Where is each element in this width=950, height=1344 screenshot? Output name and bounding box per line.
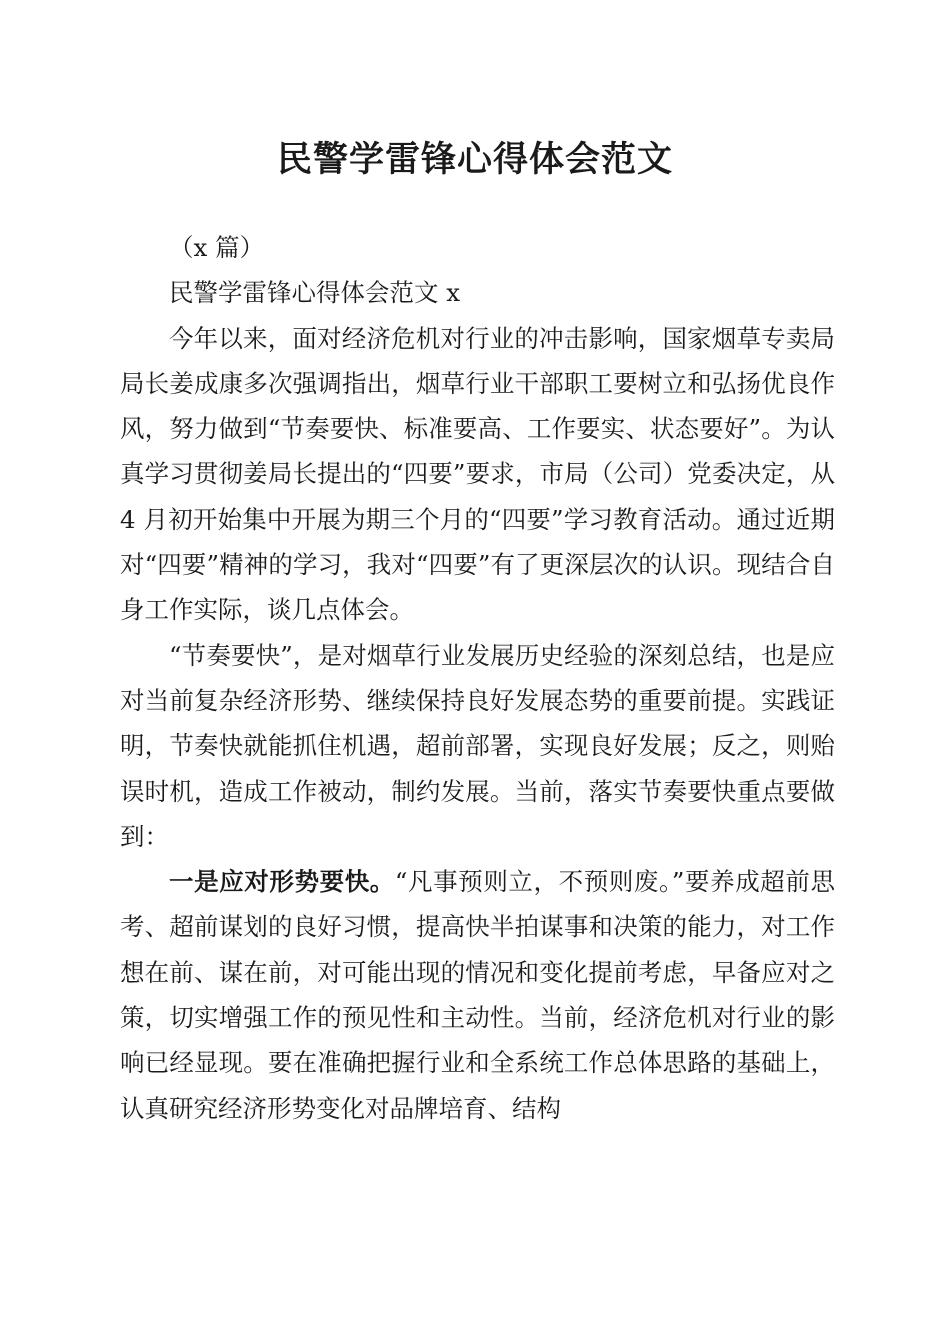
paragraph-intro: 今年以来，面对经济危机对行业的冲击影响，国家烟草专卖局局长姜成康多次强调指出，烟草行业干部职工要树立和弘扬优良作风，努力做到“节奏要快、标准要高、工作要实、状态要好”。为认真学习贯彻姜局长提出的“四要”要求，市局（公司）党委决定，从 4 月初开始集中开展为期三个月的“四要”学习教育活动。通过近期对“四要”精神的学习，我对“四要”有了更深层次的认识。现结合自身工作实际，谈几点体会。 [120, 323, 835, 625]
paragraph-point-one [120, 859, 835, 1131]
subtitle-line: 民警学雷锋心得体会范文 x [169, 278, 461, 308]
document-body [120, 225, 835, 1131]
piece-count-label: （x 篇） [169, 233, 265, 262]
point-one-heading: 一是应对形势要快。 [169, 867, 395, 897]
point-one-text: “凡事预则立，不预则废。”要养成超前思考、超前谋划的良好习惯，提高快半拍谋事和决策的能力，对工作想在前、谋在前，对可能出现的情况和变化提前考虑，早备应对之策，切实增强工作的预见性和主动性。当前，经济危机对行业的影响已经显现。要在准确把握行业和全系统工作总体思路的基础上，认真研究经济形势变化对品牌培育、结构 [120, 867, 835, 1123]
document-title: 民警学雷锋心得体会范文 [276, 139, 673, 180]
paragraph-rhythm: “节奏要快”，是对烟草行业发展历史经验的深刻总结，也是应对当前复杂经济形势、继续保持良好发展态势的重要前提。实践证明，节奏快就能抓住机遇，超前部署，实现良好发展；反之，则贻误时机，造成工作被动，制约发展。当前，落实节奏要快重点要做到： [120, 640, 835, 851]
